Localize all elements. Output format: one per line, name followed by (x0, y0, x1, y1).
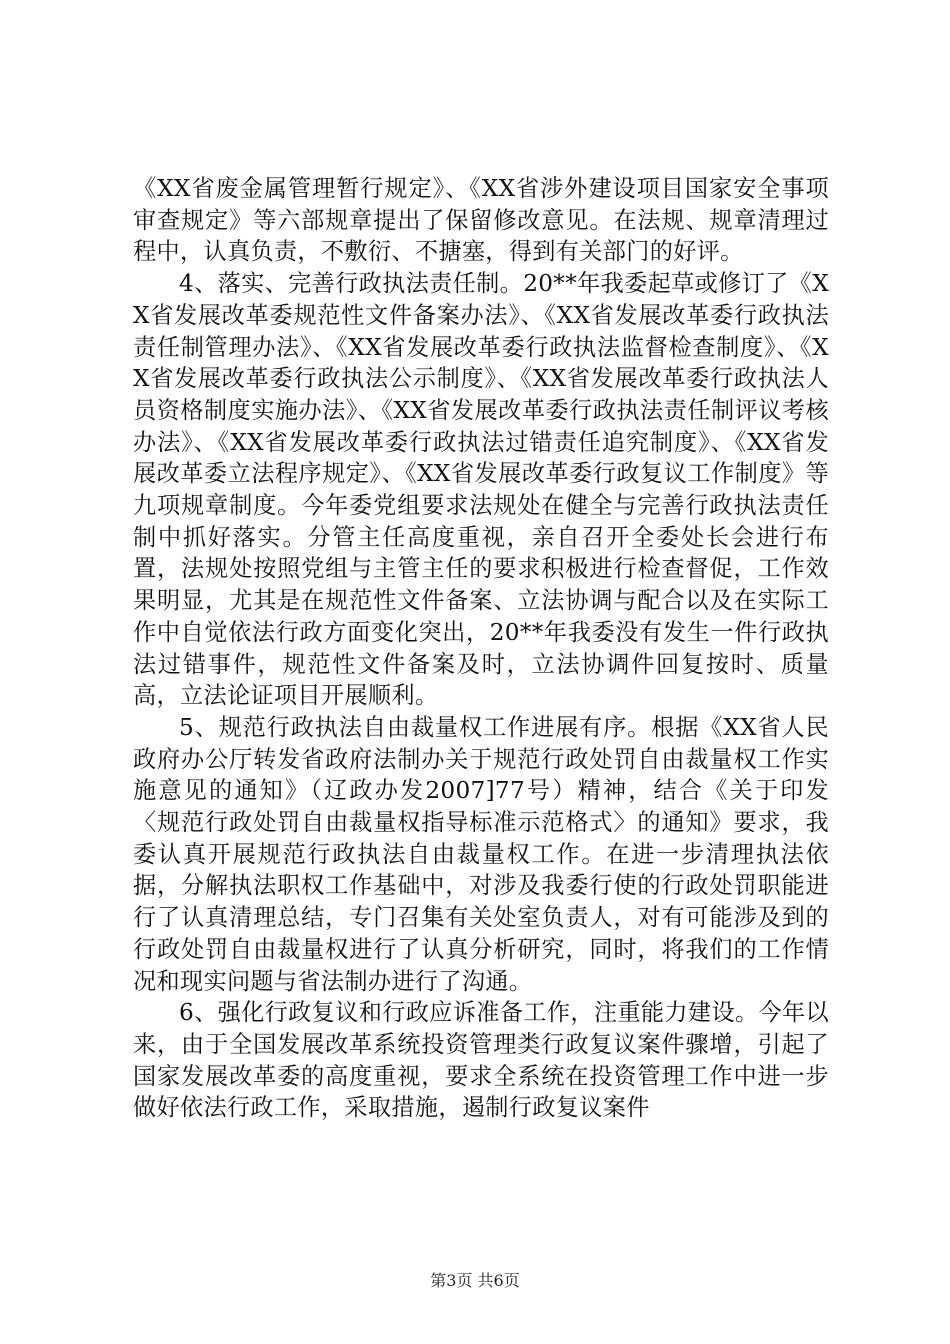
page-number-footer: 第3页 共6页 (430, 1271, 520, 1290)
paragraph-2: 4、落实、完善行政执法责任制。20**年我委起草或修订了《XX省发展改革委规范性文件备案办法》、《XX省发展改革委行政执法责任制管理办法》、《XX省发展改革委行政执法监督检查制度》、《XX省发展改革委行政执法公示制度》、《XX省发展改革委行政执法人员资格制度实施办法》、《XX省发展改革委行政执法责任制评议考核办法》、《XX省发展改革委行政执法过错责任追究制度》、《XX省发展改革委立法程序规定》、《XX省发展改革委行政复议工作制度》等九项规章制度。今年委党组要求法规处在健全与完善行政执法责任制中抓好落实。分管主任高度重视，亲自召开全委处长会进行布置，法规处按照党组与主管主任的要求积极进行检查督促，工作效果明显，尤其是在规范性文件备案、立法协调与配合以及在实际工作中自觉依法行政方面变化突出，20**年我委没有发生一件行政执法过错事件，规范性文件备案及时，立法协调件回复按时、质量高，立法论证项目开展顺利。 (133, 270, 829, 710)
paragraph-3: 5、规范行政执法自由裁量权工作进展有序。根据《XX省人民政府办公厅转发省政府法制办关于规范行政处罚自由裁量权工作实施意见的通知》（辽政办发2007]77号）精神，结合《关于印发〈规范行政处罚自由裁量权指导标准示范格式〉的通知》要求，我委认真开展规范行政执法自由裁量权工作。在进一步清理执法依据，分解执法职权工作基础中，对涉及我委行使的行政处罚职能进行了认真清理总结，专门召集有关处室负责人，对有可能涉及到的行政处罚自由裁量权进行了认真分析研究，同时，将我们的工作情况和现实问题与省法制办进行了沟通。 (133, 713, 829, 995)
document-body (133, 173, 829, 1124)
paragraph-4: 6、强化行政复议和行政应诉准备工作，注重能力建设。今年以来，由于全国发展改革系统投资管理类行政复议案件骤增，引起了国家发展改革委的高度重视，要求全系统在投资管理工作中进一步做好依法行政工作，采取措施，遏制行政复议案件 (133, 999, 829, 1122)
paragraph-1: 《XX省废金属管理暂行规定》、《XX省涉外建设项目国家安全事项审查规定》等六部规章提出了保留修改意见。在法规、规章清理过程中，认真负责，不敷衍、不搪塞，得到有关部门的好评。 (133, 175, 829, 266)
